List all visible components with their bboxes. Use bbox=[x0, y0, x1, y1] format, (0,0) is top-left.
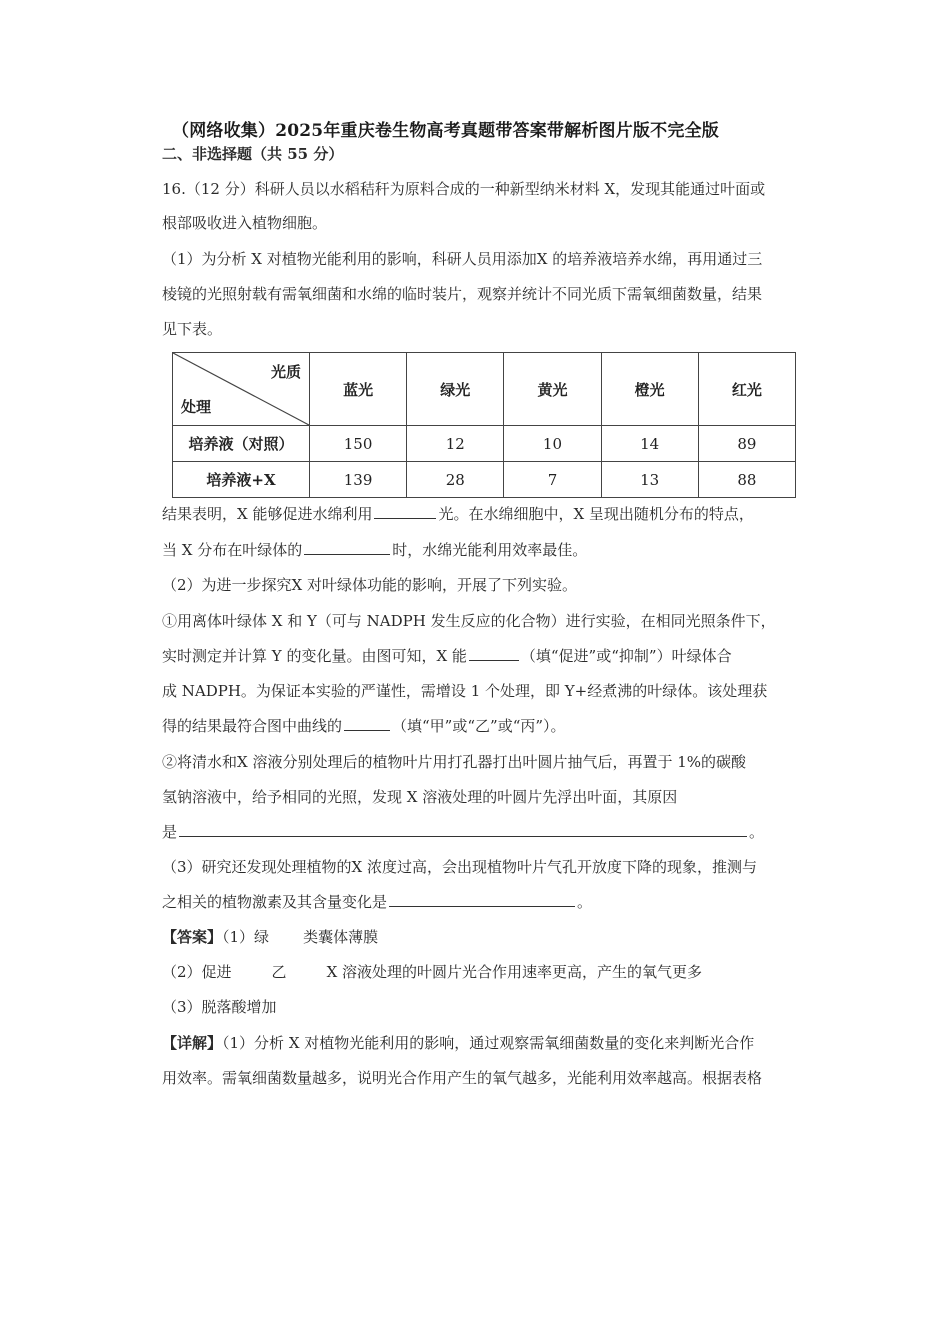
part2-1-line-1: ①用离体叶绿体 X 和 Y（可与 NADPH 发生反应的化合物）进行实验，在相同光照条件下， bbox=[162, 612, 776, 630]
part2-1-line-4 bbox=[162, 715, 566, 736]
explain-line-1 bbox=[162, 1032, 754, 1053]
answer-blank bbox=[374, 504, 436, 519]
answer-line-1 bbox=[162, 926, 378, 947]
col-header-green: 绿光 bbox=[407, 353, 504, 426]
question-text: 。 bbox=[577, 893, 593, 911]
corner-header-treatment: 处理 bbox=[181, 398, 212, 416]
col-header-red: 红光 bbox=[698, 353, 795, 426]
document-title: （网络收集）2025年重庆卷生物高考真题带答案带解析图片版不完全版 bbox=[172, 121, 719, 141]
table-cell: 7 bbox=[504, 462, 601, 498]
table-cell: 13 bbox=[601, 462, 698, 498]
part2-2-line-3 bbox=[162, 821, 764, 842]
answer-line-2 bbox=[162, 961, 702, 982]
corner-header-light: 光质 bbox=[270, 363, 301, 381]
explain-text: （1）分析 X 对植物光能利用的影响，通过观察需氧细菌数量的变化来判断光合作 bbox=[222, 1034, 755, 1052]
table-cell: 139 bbox=[310, 462, 407, 498]
table-cell: 150 bbox=[310, 426, 407, 462]
answer-text: X 溶液处理的叶圆片光合作用速率更高，产生的氧气更多 bbox=[326, 963, 703, 981]
result-text: 光。在水绵细胞中，X 呈现出随机分布的特点， bbox=[438, 505, 754, 523]
answer-text: （1）绿 bbox=[222, 928, 270, 946]
answer-label: 【答案】 bbox=[162, 928, 223, 946]
part1-line-3: 见下表。 bbox=[162, 320, 223, 338]
question-text: 得的结果最符合图中曲线的 bbox=[162, 717, 343, 735]
table-cell: 88 bbox=[698, 462, 795, 498]
part2-1-line-3: 成 NADPH。为保证本实验的严谨性，需增设 1 个处理，即 Y+经煮沸的叶绿体。该处理获 bbox=[162, 682, 768, 700]
col-header-blue: 蓝光 bbox=[310, 353, 407, 426]
result-text: 结果表明，X 能够促进水绵利用 bbox=[162, 505, 373, 523]
result-text: 当 X 分布在叶绿体的 bbox=[162, 541, 303, 559]
result-line-1 bbox=[162, 503, 754, 524]
table-row bbox=[173, 462, 796, 498]
answer-text: 乙 bbox=[271, 963, 287, 981]
table-row bbox=[173, 426, 796, 462]
col-header-orange: 橙光 bbox=[601, 353, 698, 426]
question-text: （填“促进”或“抑制”）叶绿体合 bbox=[520, 647, 732, 665]
row-label-control: 培养液（对照） bbox=[173, 426, 310, 462]
row-label-x: 培养液+X bbox=[173, 462, 310, 498]
answer-text: 类囊体薄膜 bbox=[303, 928, 379, 946]
table-cell: 28 bbox=[407, 462, 504, 498]
explain-line-2: 用效率。需氧细菌数量越多，说明光合作用产生的氧气越多，光能利用效率越高。根据表格 bbox=[162, 1069, 763, 1087]
answer-blank bbox=[304, 540, 390, 555]
part2-2-line-2: 氢钠溶液中，给予相同的光照，发现 X 溶液处理的叶圆片先浮出叶面，其原因 bbox=[162, 788, 678, 806]
answer-blank bbox=[344, 716, 390, 731]
result-text: 时，水绵光能利用效率最佳。 bbox=[392, 541, 588, 559]
table-cell: 12 bbox=[407, 426, 504, 462]
question-text: 之相关的植物激素及其含量变化是 bbox=[162, 893, 388, 911]
question-text: （填“甲”或“乙”或“丙”）。 bbox=[392, 717, 566, 735]
question-stem-line-2: 根部吸收进入植物细胞。 bbox=[162, 214, 328, 232]
part2-2-line-1: ②将清水和X 溶液分别处理后的植物叶片用打孔器打出叶圆片抽气后，再置于 1%的碳酸 bbox=[162, 753, 747, 771]
explain-label: 【详解】 bbox=[162, 1034, 223, 1052]
table-corner-cell bbox=[173, 353, 310, 426]
question-stem-line-1: 16.（12 分）科研人员以水稻秸秆为原料合成的一种新型纳米材料 X，发现其能通过叶面或 bbox=[162, 180, 766, 198]
result-line-2 bbox=[162, 539, 587, 560]
part2-intro: （2）为进一步探究X 对叶绿体功能的影响，开展了下列实验。 bbox=[162, 576, 577, 594]
bacteria-count-table bbox=[172, 352, 796, 498]
part3-line-1: （3）研究还发现处理植物的X 浓度过高，会出现植物叶片气孔开放度下降的现象，推测与 bbox=[162, 858, 757, 876]
question-text: 实时测定并计算 Y 的变化量。由图可知，X 能 bbox=[162, 647, 467, 665]
question-text: 是 bbox=[162, 823, 178, 841]
answer-blank bbox=[469, 646, 519, 661]
answer-blank bbox=[179, 822, 747, 837]
table-cell: 89 bbox=[698, 426, 795, 462]
part2-1-line-2 bbox=[162, 645, 732, 666]
answer-blank bbox=[389, 892, 575, 907]
table-cell: 14 bbox=[601, 426, 698, 462]
col-header-yellow: 黄光 bbox=[504, 353, 601, 426]
answer-line-3: （3）脱落酸增加 bbox=[162, 998, 277, 1016]
part3-line-2 bbox=[162, 891, 592, 912]
part1-line-1: （1）为分析 X 对植物光能利用的影响，科研人员用添加X 的培养液培养水绵，再用通过三 bbox=[162, 250, 763, 268]
section-heading: 二、非选择题（共 55 分） bbox=[162, 145, 344, 163]
question-text: 。 bbox=[749, 823, 765, 841]
answer-text: （2）促进 bbox=[162, 963, 232, 981]
part1-line-2: 棱镜的光照射载有需氧细菌和水绵的临时装片，观察并统计不同光质下需氧细菌数量，结果 bbox=[162, 285, 763, 303]
table-cell: 10 bbox=[504, 426, 601, 462]
